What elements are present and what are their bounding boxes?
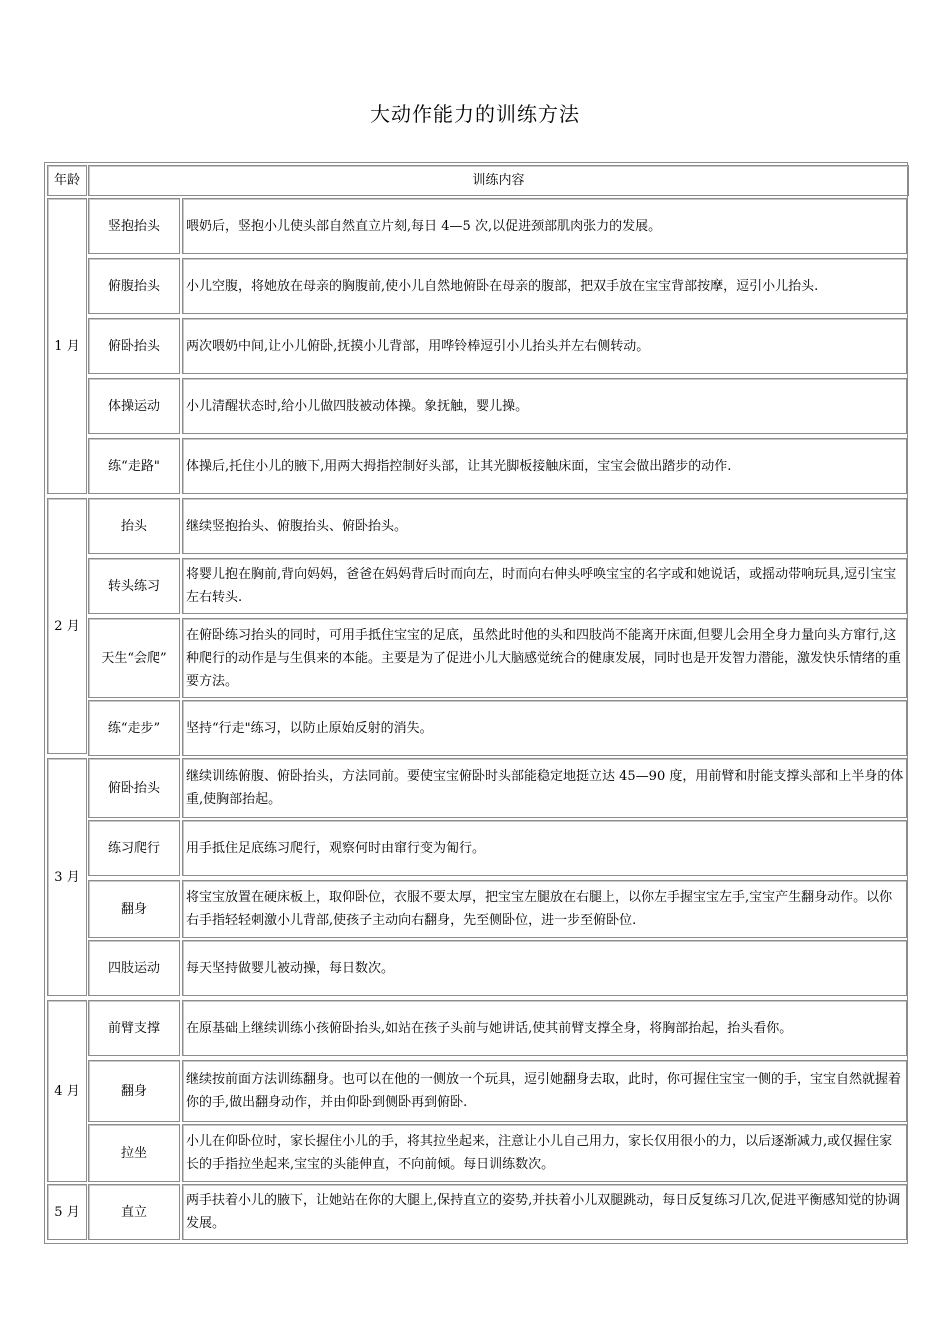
exercise-name-cell-text: 练“走路" (108, 458, 160, 474)
month-cell-text: 2 月 (54, 618, 80, 634)
exercise-desc-cell-text: 继续训练俯腹、俯卧抬头，方法同前。要使宝宝俯卧时头部能稳定地挺立达 45—90 度，用前臂和肘能支撑头部和上半身的体重,使胸部抬起。 (186, 769, 904, 807)
exercise-desc-cell (182, 558, 907, 614)
exercise-name-cell (88, 820, 180, 876)
exercise-name-cell-text: 翻身 (120, 1083, 147, 1099)
month-cell (47, 498, 87, 754)
exercise-name-cell (88, 498, 180, 554)
exercise-name-cell (88, 700, 180, 756)
exercise-desc-cell-text: 将婴儿抱在胸前,背向妈妈，爸爸在妈妈背后时而向左，时而向右伸头呼唤宝宝的名字或和她说话，或摇动带响玩具,逗引宝宝左右转头. (186, 567, 897, 605)
exercise-desc-cell (182, 700, 907, 756)
month-cell-text: 3 月 (54, 869, 80, 885)
exercise-desc-cell (182, 498, 907, 554)
exercise-desc-cell-text: 体操后,托住小儿的腋下,用两大拇指控制好头部，让其光脚板接触床面，宝宝会做出踏步的动作. (186, 458, 732, 474)
exercise-desc-cell-text: 继续按前面方法训练翻身。也可以在他的一侧放一个玩具，逗引她翻身去取，此时，你可握住宝宝一侧的手，宝宝自然就握着你的手,做出翻身动作，并由仰卧到侧卧再到俯卧. (186, 1072, 902, 1110)
exercise-name-cell-text: 天生“会爬” (101, 650, 167, 666)
exercise-name-cell (88, 558, 180, 614)
exercise-name-cell (88, 198, 180, 254)
exercise-name-cell-text: 转头练习 (107, 578, 160, 594)
exercise-name-cell (88, 438, 180, 494)
exercise-name-cell-text: 练习爬行 (107, 840, 160, 856)
exercise-desc-cell (182, 880, 907, 938)
exercise-name-cell (88, 618, 180, 698)
exercise-desc-cell (182, 258, 907, 314)
exercise-desc-cell (182, 318, 907, 374)
exercise-name-cell (88, 1060, 180, 1122)
exercise-name-cell-text: 俯腹抬头 (107, 278, 160, 294)
exercise-desc-cell (182, 1000, 907, 1056)
exercise-desc-cell-text: 在原基础上继续训练小孩俯卧抬头,如站在孩子头前与她讲话,使其前臂支撑全身，将胸部抬起，抬头看你。 (186, 1020, 793, 1036)
month-cell (47, 1000, 87, 1182)
exercise-name-cell-text: 直立 (120, 1204, 147, 1220)
exercise-name-cell (88, 758, 180, 818)
exercise-name-cell-text: 翻身 (120, 901, 147, 917)
exercise-name-cell-text: 前臂支撑 (107, 1020, 160, 1036)
exercise-desc-cell-text: 两手扶着小儿的腋下，让她站在你的大腿上,保持直立的姿势,并扶着小儿双腿跳动，每日反复练习几次,促进平衡感知觉的协调发展。 (186, 1193, 901, 1231)
exercise-name-cell-text: 俯卧抬头 (107, 780, 160, 796)
exercise-desc-cell-text: 将宝宝放置在硬床板上，取仰卧位，衣服不要太厚，把宝宝左腿放在右腿上，以你左手握宝宝左手,宝宝产生翻身动作。以你右手指轻轻刺激小儿背部,使孩子主动向右翻身，先至侧卧位，进一步至俯卧位. (186, 890, 893, 928)
month-cell-text: 5 月 (54, 1204, 80, 1220)
exercise-desc-cell (182, 820, 907, 876)
exercise-name-cell (88, 1184, 180, 1240)
month-cell-text: 4 月 (54, 1083, 80, 1099)
training-table (44, 162, 908, 1244)
exercise-desc-cell (182, 438, 907, 494)
page-title: 大动作能力的训练方法 (370, 102, 580, 126)
exercise-desc-cell-text: 用手抵住足底练习爬行，观察何时由窜行变为匍行。 (186, 840, 486, 856)
exercise-desc-cell (182, 618, 907, 698)
exercise-name-cell-text: 竖抱抬头 (107, 218, 160, 234)
exercise-name-cell (88, 940, 180, 996)
exercise-name-cell (88, 1000, 180, 1056)
header-content-cell (88, 165, 909, 196)
exercise-desc-cell (182, 1060, 907, 1122)
exercise-desc-cell (182, 940, 907, 996)
exercise-desc-cell-text: 喂奶后，竖抱小儿使头部自然直立片刻,每日 4—5 次,以促进颈部肌肉张力的发展。 (186, 218, 662, 234)
exercise-name-cell (88, 318, 180, 374)
exercise-name-cell-text: 体操运动 (107, 398, 160, 414)
month-cell (47, 758, 87, 996)
header-content-cell-text: 训练内容 (472, 173, 525, 188)
exercise-desc-cell-text: 两次喂奶中间,让小儿俯卧,抚摸小儿背部，用哗铃棒逗引小儿抬头并左右侧转动。 (186, 338, 650, 354)
exercise-desc-cell-text: 小儿空腹，将她放在母亲的胸腹前,使小儿自然地俯卧在母亲的腹部，把双手放在宝宝背部按摩，逗引小儿抬头. (186, 278, 819, 294)
exercise-name-cell-text: 俯卧抬头 (107, 338, 160, 354)
month-cell (47, 198, 87, 494)
exercise-desc-cell-text: 坚持“行走"练习，以防止原始反射的消失。 (186, 720, 433, 736)
exercise-desc-cell-text: 在俯卧练习抬头的同时，可用手抵住宝宝的足底，虽然此时他的头和四肢尚不能离开床面,但婴儿会用全身力量向头方窜行,这种爬行的动作是与生俱来的本能。主要是为了促进小儿大脑感觉统合的健康发展，同时也是开发智力潜能，激发快乐情绪的重要方法。 (186, 627, 902, 689)
exercise-desc-cell-text: 继续竖抱抬头、俯腹抬头、俯卧抬头。 (186, 518, 408, 534)
exercise-name-cell-text: 四肢运动 (107, 960, 160, 976)
exercise-desc-cell-text: 小儿在仰卧位时，家长握住小儿的手，将其拉坐起来，注意让小儿自己用力，家长仅用很小的力，以后逐渐减力,或仅握住家长的手指拉坐起来,宝宝的头能伸直，不向前倾。每日训练数次。 (186, 1134, 893, 1172)
exercise-name-cell-text: 练“走步” (107, 720, 161, 736)
exercise-desc-cell-text: 每天坚持做婴儿被动操，每日数次。 (186, 960, 395, 976)
exercise-desc-cell (182, 1124, 907, 1182)
exercise-name-cell (88, 1124, 180, 1182)
exercise-name-cell (88, 378, 180, 434)
month-cell-text: 1 月 (54, 338, 80, 354)
exercise-desc-cell (182, 198, 907, 254)
exercise-name-cell-text: 拉坐 (120, 1145, 147, 1161)
exercise-desc-cell (182, 758, 907, 818)
header-age-cell-text: 年龄 (53, 173, 80, 188)
exercise-name-cell-text: 抬头 (120, 518, 147, 534)
exercise-desc-cell-text: 小儿清醒状态时,给小儿做四肢被动体操。象抚触，婴儿操。 (186, 398, 529, 414)
exercise-desc-cell (182, 1184, 907, 1240)
month-cell (47, 1184, 87, 1240)
exercise-desc-cell (182, 378, 907, 434)
header-age-cell (47, 165, 87, 196)
exercise-name-cell (88, 880, 180, 938)
exercise-name-cell (88, 258, 180, 314)
